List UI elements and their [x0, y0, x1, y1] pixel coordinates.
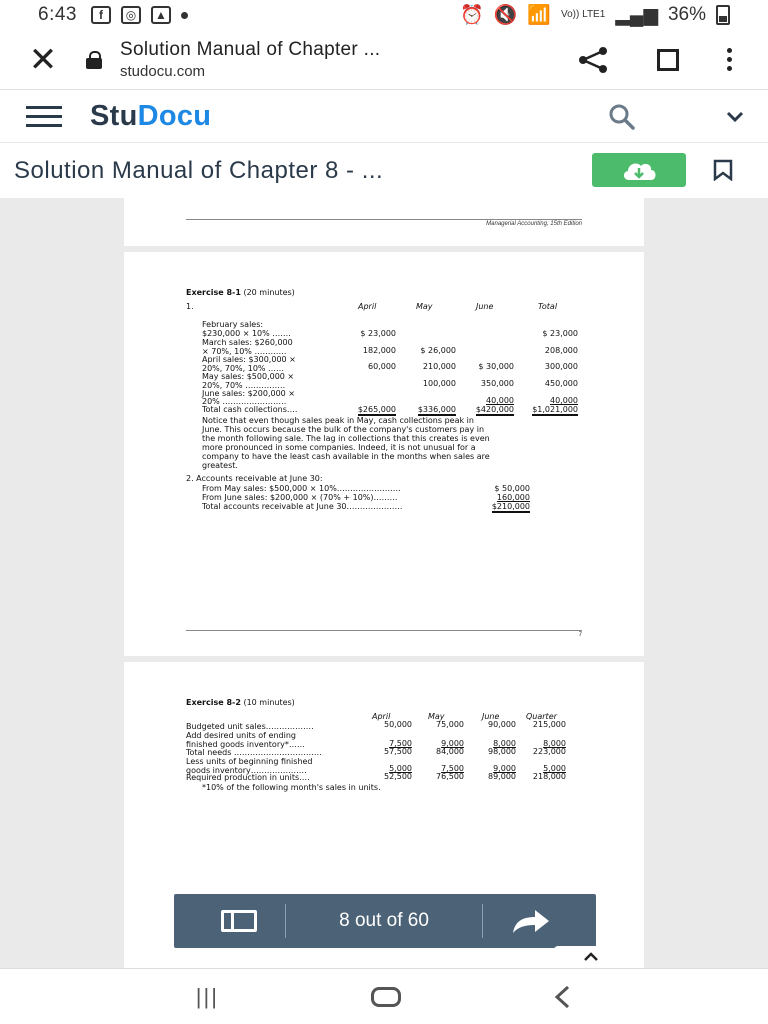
- cell-value: 210,000: [422, 362, 456, 371]
- save-bookmark-icon[interactable]: [712, 159, 734, 181]
- part-label: 1.: [186, 302, 194, 311]
- page-tab-title: Solution Manual of Chapter ...: [120, 39, 381, 60]
- cell-value: 218,000: [532, 772, 566, 781]
- cell-value: $ 30,000: [478, 362, 514, 371]
- cell-value: 5,000: [543, 764, 566, 773]
- document-viewer[interactable]: [0, 198, 768, 968]
- bookmark-icon[interactable]: [657, 49, 679, 71]
- instagram-icon: ◎: [121, 6, 141, 24]
- gallery-icon: ▲: [151, 6, 171, 24]
- scroll-up-tab[interactable]: [554, 946, 628, 968]
- page-url: studocu.com: [120, 63, 206, 80]
- total-label: Total cash collections….: [202, 405, 298, 414]
- ar-value: 160,000: [496, 493, 530, 502]
- notice-line: June. This occurs because the bulk of the company's customers pay in: [202, 425, 485, 434]
- cell-value: 52,500: [384, 772, 412, 781]
- column-header: June: [476, 302, 494, 311]
- alarm-icon: ⏰: [459, 5, 484, 26]
- facebook-icon: f: [91, 6, 111, 24]
- column-header: Total: [538, 302, 558, 311]
- lock-icon: [86, 51, 102, 69]
- column-header: April: [372, 712, 391, 721]
- cell-value: 9,000: [493, 764, 516, 773]
- row-label: Add desired units of ending: [186, 731, 296, 740]
- cell-value: 8,000: [543, 739, 566, 748]
- notice-line: greatest.: [202, 461, 238, 470]
- column-header: Quarter: [526, 712, 557, 721]
- column-header: May: [416, 302, 433, 311]
- cell-value: 84,000: [436, 747, 464, 756]
- ar-value: $210,000: [491, 502, 530, 511]
- cell-value: 8,000: [493, 739, 516, 748]
- close-icon[interactable]: ✕: [28, 40, 58, 79]
- wifi-icon: 📶: [527, 5, 551, 26]
- cell-value: 215,000: [532, 720, 566, 729]
- row-label: Required production in units….: [186, 773, 310, 782]
- row-label: March sales: $260,000: [202, 338, 293, 347]
- document-page: [124, 198, 644, 246]
- notice-line: company to have the least cash available in the months when sales are: [202, 452, 490, 461]
- row-label: × 70%, 10% …………: [202, 347, 287, 356]
- cell-value: 76,500: [436, 772, 464, 781]
- cell-value: 40,000: [550, 396, 578, 405]
- signal-icon: ▂▄▆: [615, 4, 658, 26]
- row-label: Total needs ……………………………: [186, 748, 322, 757]
- total-value: $420,000: [475, 405, 514, 414]
- cell-value: 98,000: [488, 747, 516, 756]
- cell-value: 350,000: [480, 379, 514, 388]
- cell-value: 9,000: [441, 739, 464, 748]
- cell-value: 450,000: [544, 379, 578, 388]
- row-label: finished goods inventory*……: [186, 740, 305, 749]
- cell-value: 89,000: [488, 772, 516, 781]
- share-arrow-icon[interactable]: [511, 907, 551, 935]
- notice-line: the month following sale. The lag in collections that this creates is even: [202, 434, 490, 443]
- status-time: 6:43: [38, 4, 77, 25]
- exercise-title: Exercise 8-2 (10 minutes): [186, 698, 295, 707]
- cell-value: 60,000: [368, 362, 396, 371]
- studocu-logo[interactable]: StuDocu: [90, 100, 212, 132]
- row-label: Budgeted unit sales………………: [186, 722, 314, 731]
- search-icon[interactable]: [608, 103, 636, 131]
- status-bar: [0, 0, 768, 30]
- cell-value: 100,000: [422, 379, 456, 388]
- footnote: *10% of the following month's sales in units.: [202, 783, 381, 792]
- recent-apps-icon[interactable]: |||: [195, 983, 219, 1009]
- cell-value: 5,000: [389, 764, 412, 773]
- sidebar-panel-icon[interactable]: [221, 910, 257, 932]
- cell-value: 50,000: [384, 720, 412, 729]
- row-label: Less units of beginning finished: [186, 757, 313, 766]
- total-value: $336,000: [417, 405, 456, 414]
- chevron-down-icon[interactable]: [726, 111, 744, 123]
- site-header: [0, 91, 768, 143]
- ar-label: From June sales: $200,000 × (70% + 10%)………: [202, 493, 398, 502]
- browser-toolbar: [0, 30, 768, 90]
- cell-value: 7,500: [389, 739, 412, 748]
- row-label: February sales:: [202, 320, 264, 329]
- document-page: [124, 252, 644, 656]
- cell-value: 40,000: [486, 396, 514, 405]
- cell-value: 90,000: [488, 720, 516, 729]
- chevron-up-icon: [583, 952, 599, 962]
- page-running-header: Managerial Accounting, 15th Edition: [486, 221, 582, 227]
- row-label: April sales: $300,000 ×: [202, 355, 296, 364]
- ar-label: From May sales: $500,000 × 10%……………………: [202, 484, 401, 493]
- mute-icon: 🔇: [493, 5, 518, 26]
- download-button[interactable]: [592, 153, 686, 187]
- battery-icon: [716, 5, 730, 25]
- share-icon[interactable]: [577, 46, 609, 74]
- total-value: $1,021,000: [532, 405, 578, 414]
- menu-icon[interactable]: [26, 106, 62, 127]
- cell-value: $ 23,000: [542, 329, 578, 338]
- part2-title: 2. Accounts receivable at June 30:: [186, 474, 323, 483]
- total-value: $265,000: [357, 405, 396, 414]
- row-label: 20%, 70%, 10% ……: [202, 364, 285, 373]
- row-label: goods inventory…………………: [186, 766, 307, 775]
- browser-title-area[interactable]: [120, 39, 577, 80]
- document-header: [0, 143, 768, 198]
- cloud-download-icon: [620, 158, 658, 182]
- back-icon[interactable]: [552, 984, 572, 1010]
- page-navigator: [174, 894, 596, 948]
- cell-value: $ 23,000: [360, 329, 396, 338]
- row-label: June sales: $200,000 ×: [202, 389, 296, 398]
- cell-value: $ 26,000: [420, 346, 456, 355]
- cell-value: 57,500: [384, 747, 412, 756]
- row-label: $230,000 × 10% …….: [202, 329, 291, 338]
- system-nav-bar: [0, 968, 768, 1024]
- ar-label: Total accounts receivable at June 30…………………: [202, 502, 403, 511]
- notice-line: more pronounced in some companies. Indeed, it is not unusual for a: [202, 443, 476, 452]
- cell-value: 208,000: [544, 346, 578, 355]
- cell-value: 75,000: [436, 720, 464, 729]
- column-header: April: [358, 302, 377, 311]
- document-title: Solution Manual of Chapter 8 - ...: [14, 156, 384, 184]
- cell-value: 7,500: [441, 764, 464, 773]
- exercise-title: Exercise 8-1 (20 minutes): [186, 288, 295, 297]
- column-header: May: [428, 712, 445, 721]
- network-label: Vo)) LTE1: [561, 9, 606, 20]
- home-icon[interactable]: [371, 987, 401, 1007]
- battery-text: 36%: [667, 4, 706, 25]
- row-label: 20% ……………………: [202, 397, 287, 406]
- cell-value: 182,000: [362, 346, 396, 355]
- row-label: 20%, 70% ……………: [202, 381, 286, 390]
- cell-value: 300,000: [544, 362, 578, 371]
- more-options-icon[interactable]: [727, 48, 732, 71]
- page-counter: 8 out of 60: [339, 910, 429, 931]
- notification-dot-icon: [181, 12, 188, 19]
- page-number: 7: [578, 632, 582, 638]
- notice-line: Notice that even though sales peak in May, cash collections peak in: [202, 416, 474, 425]
- row-label: May sales: $500,000 ×: [202, 372, 295, 381]
- column-header: June: [482, 712, 500, 721]
- ar-value: $ 50,000: [494, 484, 530, 493]
- cell-value: 223,000: [532, 747, 566, 756]
